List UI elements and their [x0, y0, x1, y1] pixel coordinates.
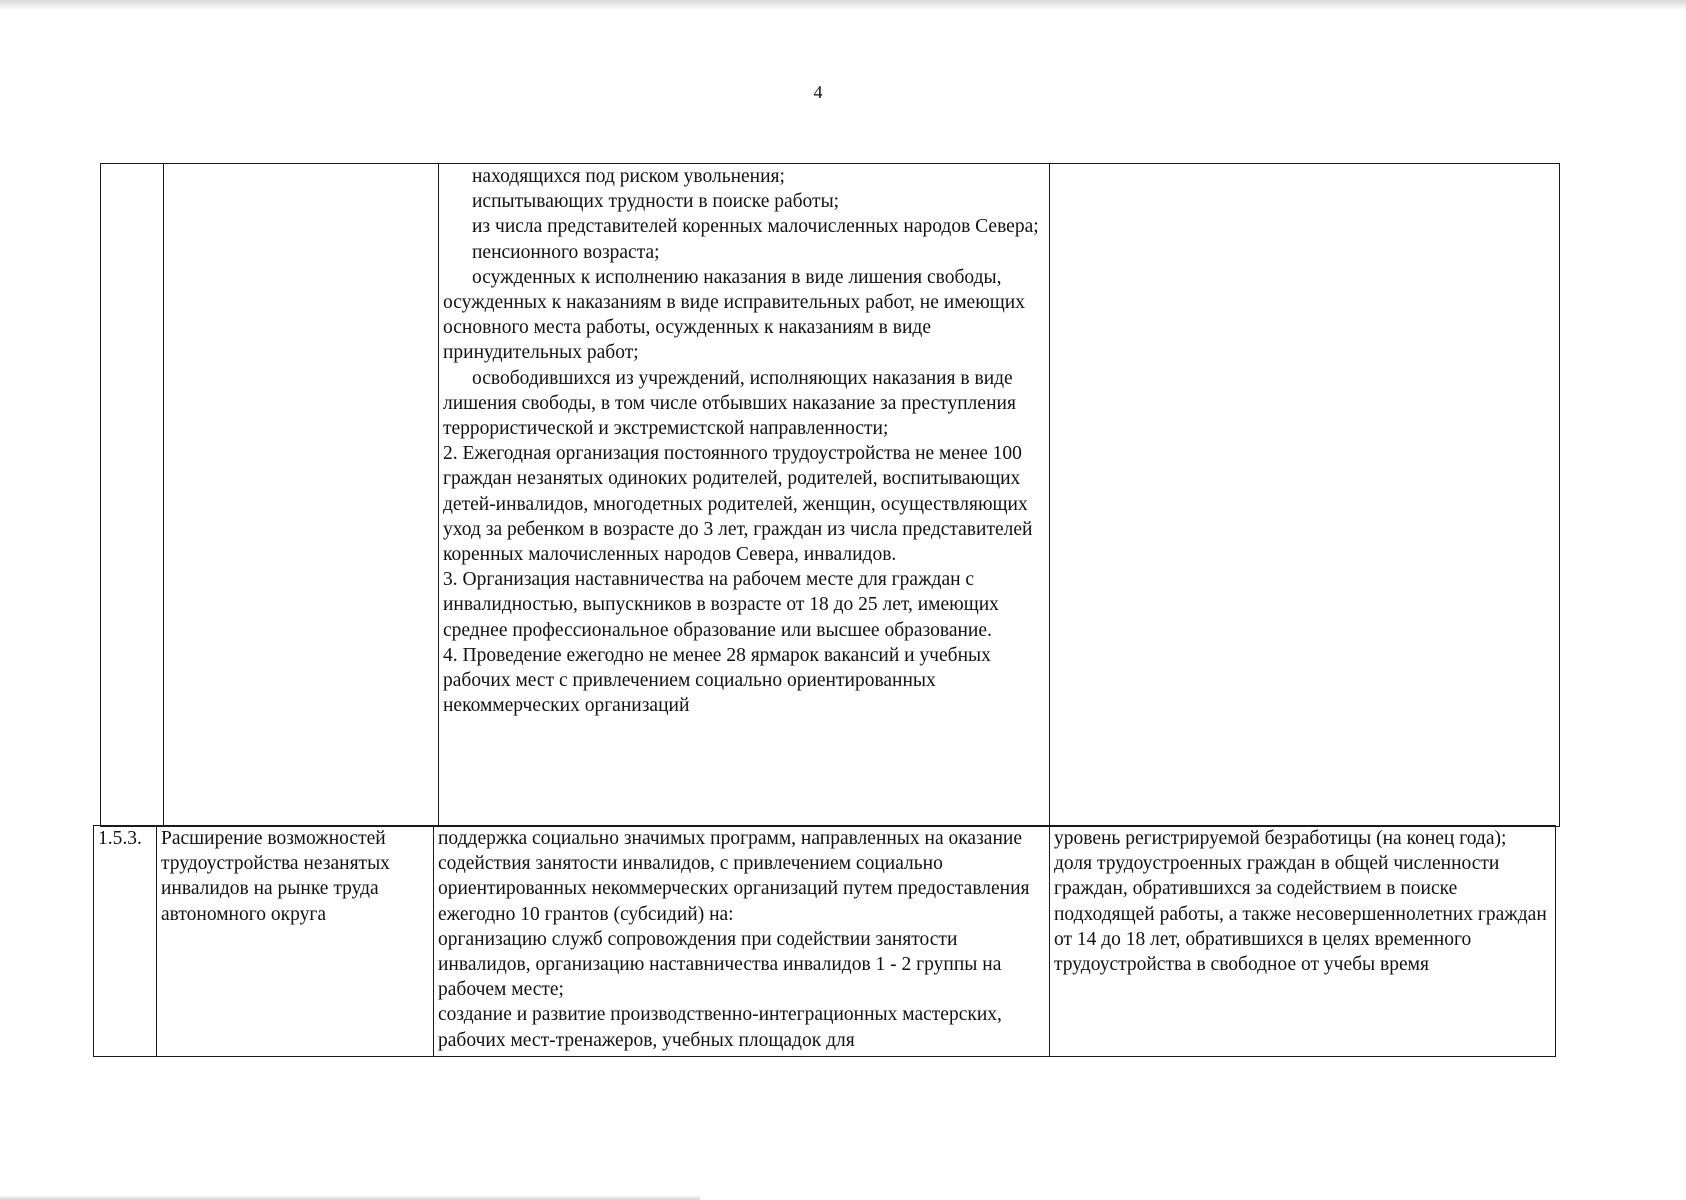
measure-line: из числа представителей коренных малочисленных народов Севера;: [472, 216, 1039, 238]
measure-line: испытывающих трудности в поиске работы;: [472, 191, 840, 213]
cell-number: 1.5.3.: [94, 826, 157, 1057]
measure-item-2: 2. Ежегодная организация постоянного трудоустройства не менее 100 граждан незанятых одиноких родителей, родителей, воспитывающих детей-инвалидов, многодетных родителей, женщин, осуществляющих уход за ребенком в возрасте до 3 лет, граждан из числа представителей коренных малочисленных народов Севера, инвалидов.: [443, 443, 1033, 566]
indicator-line: уровень регистрируемой безработицы (на конец года);: [1054, 828, 1507, 849]
table-row: [101, 164, 1560, 827]
cell-name: [164, 164, 439, 827]
measures-table-continuation: [100, 163, 1560, 827]
cell-indicators: [1050, 826, 1556, 1057]
measure-line: организацию служб сопровождения при содействии занятости инвалидов, организацию наставничества инвалидов 1 - 2 группы на рабочем месте;: [438, 928, 1002, 1001]
measure-item-4: 4. Проведение ежегодно не менее 28 ярмарок вакансий и учебных рабочих мест с привлечением социально ориентированных некоммерческих организаций: [443, 644, 991, 717]
measure-line: создание и развитие производственно-интеграционных мастерских, рабочих мест-тренажеров, учебных площадок для: [438, 1004, 1002, 1051]
measure-line: осужденных к исполнению наказания в виде лишения свободы, осужденных к наказаниям в виде исправительных работ, не имеющих основного места работы, осужденных к наказаниям в виде принудительных работ;: [443, 266, 1025, 364]
scan-edge-bottom: [0, 1195, 700, 1200]
measure-item-3: 3. Организация наставничества на рабочем месте для граждан с инвалидностью, выпускников в возрасте от 18 до 25 лет, имеющих среднее профессиональное образование или высшее образование.: [443, 569, 999, 641]
cell-name: Расширение возможностей трудоустройства незанятых инвалидов на рынке труда автономного округа: [157, 826, 434, 1057]
cell-measures: [434, 826, 1050, 1057]
measure-line: освободившихся из учреждений, исполняющих наказания в виде лишения свободы, в том числе отбывших наказание за преступления террористической и экстремистской направленности;: [443, 367, 1016, 440]
indicator-line: доля трудоустроенных граждан в общей численности граждан, обратившихся за содействием в поиске подходящей работы, а также несовершеннолетних граждан от 14 до 18 лет, обратившихся в целях временного трудоустройства в свободное от учебы время: [1054, 853, 1547, 976]
scan-edge-top: [0, 0, 1686, 10]
table-row: [94, 826, 1556, 1057]
cell-indicators: [1050, 164, 1560, 827]
cell-measures: [439, 164, 1050, 827]
cell-number: [101, 164, 164, 827]
measure-line: пенсионного возраста;: [472, 241, 660, 263]
measure-line: находящихся под риском увольнения;: [472, 166, 785, 187]
page-number: 4: [813, 82, 823, 102]
measures-table-row-1-5-3: [93, 825, 1556, 1057]
measure-line: поддержка социально значимых программ, направленных на оказание содействия занятости инвалидов, с привлечением социально ориентированных некоммерческих организаций путем предоставления ежегодно 10 грантов (субсидий) на:: [438, 828, 1030, 925]
